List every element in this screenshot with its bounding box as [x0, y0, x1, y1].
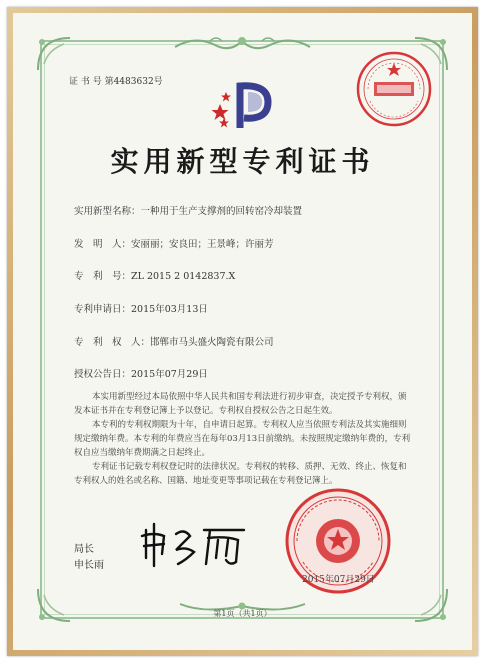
body-paragraph: 专利证书记载专利权登记时的法律状况。专利权的转移、质押、无效、终止、恢复和专利权人的姓名或名称、国籍、地址变更等事项记载在专利登记簿上。 [74, 462, 407, 486]
field-value: 安丽丽；安良田；王景峰；许丽芳 [131, 239, 274, 250]
corner-ornament-bl [34, 585, 74, 625]
field-value: 邯郸市马头盛火陶瓷有限公司 [150, 337, 274, 348]
body-paragraph: 本实用新型经过本局依照中华人民共和国专利法进行初步审查，决定授予专利权，颁发本证书并在专利登记簿上予以登记。专利权自授权公告之日起生效。 [74, 392, 407, 416]
field-label: 专 利 权 人： [74, 337, 151, 348]
field-application-date [74, 301, 208, 315]
corner-ornament-br [411, 585, 451, 625]
field-value: 2015年03月13日 [131, 304, 208, 315]
field-label: 发 明 人： [74, 239, 132, 250]
patent-office-logo-icon [210, 78, 280, 133]
corner-ornament-tl [34, 34, 74, 74]
field-label: 专利申请日： [74, 304, 132, 315]
chief-title: 局长 [74, 544, 94, 555]
seal-date: 2015年07月29日 [302, 575, 375, 585]
field-value: 一种用于生产支撑剂的回转窑冷却装置 [140, 206, 303, 217]
signature-image [140, 520, 250, 570]
field-inventor [74, 236, 274, 250]
certificate-title: 实用新型专利证书 [110, 145, 375, 178]
certificate-number: 证 书 号 第4483632号 [69, 77, 163, 87]
field-utility-model-name [74, 203, 302, 217]
field-value: 2015年07月29日 [131, 369, 208, 380]
top-ornament [170, 33, 315, 55]
page-footer: 第1页（共1页） [213, 609, 272, 618]
field-label: 授权公告日： [74, 369, 132, 380]
field-patent-number [74, 268, 235, 282]
field-value: ZL 2015 2 0142837.X [131, 271, 236, 282]
certificate-body [74, 390, 414, 488]
field-label: 实用新型名称： [74, 206, 141, 217]
body-paragraph: 本专利的专利权期限为十年，自申请日起算。专利权人应当依照专利法及其实施细则规定缴纳年费。本专利的年费应当在每年03月13日前缴纳。未按照规定缴纳年费的，专利权自应当缴纳年费期满之日起终止。 [74, 420, 411, 458]
field-grant-date [74, 366, 208, 380]
field-patentee [74, 334, 274, 348]
chief-name: 申长雨 [74, 560, 104, 571]
seal-top-icon [354, 49, 434, 129]
field-label: 专 利 号： [74, 271, 132, 282]
